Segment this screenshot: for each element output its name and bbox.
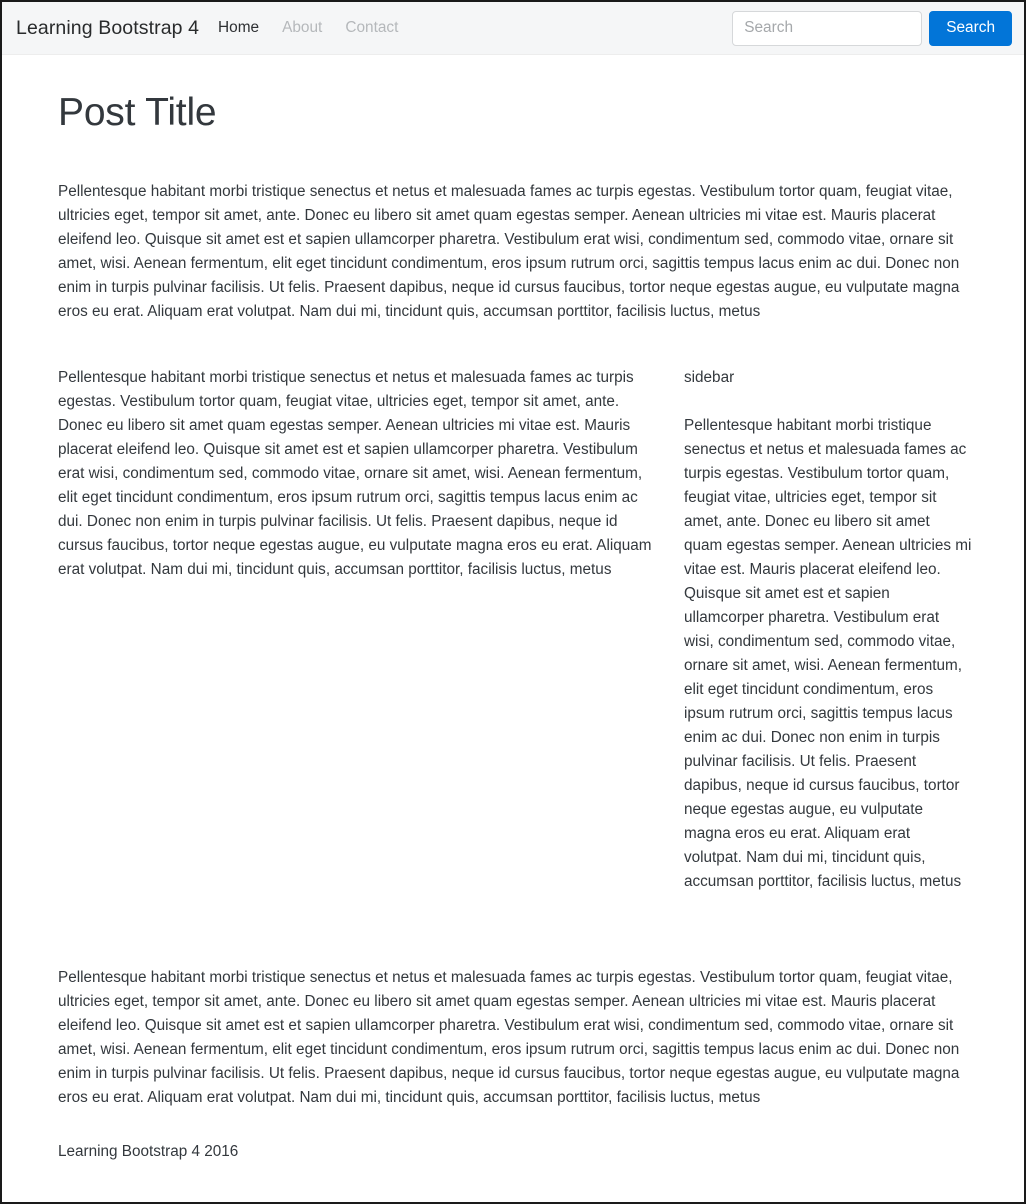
bottom-paragraph: Pellentesque habitant morbi tristique senectus et netus et malesuada fames ac turpis egestas. Vestibulum tortor quam, feugiat vitae, ultricies eget, tempor sit amet, ante. Donec eu libero sit amet quam egestas semper. Aenean ultricies mi vitae est. Mauris placerat eleifend leo. Quisque sit amet est et sapien ullamcorper pharetra. Vestibulum erat wisi, condimentum sed, commodo vitae, ornare sit amet, wisi. Aenean fermentum, elit eget tincidunt condimentum, eros ipsum rutrum orci, sagittis tempus lacus enim ac dui. Donec non enim in turpis pulvinar facilisis. Ut felis. Praesent dapibus, neque id cursus faucibus, tortor neque egestas augue, eu vulputate magna eros eu erat. Aliquam erat volutpat. Nam dui mi, tincidunt quis, accumsan porttitor, facilisis luctus, metus (58, 968, 960, 1106)
nav-link-contact[interactable]: Contact (345, 19, 399, 36)
sidebar-paragraph: Pellentesque habitant morbi tristique senectus et netus et malesuada fames ac turpis egestas. Vestibulum tortor quam, feugiat vitae, ultricies eget, tempor sit amet, ante. Donec eu libero sit amet quam egestas semper. Aenean ultricies mi vitae est. Mauris placerat eleifend leo. Quisque sit amet est et sapien ullamcorper pharetra. Vestibulum erat wisi, condimentum sed, commodo vitae, ornare sit amet, wisi. Aenean fermentum, elit eget tincidunt condimentum, eros ipsum rutrum orci, sagittis tempus lacus enim ac dui. Donec non enim in turpis pulvinar facilisis. Ut felis. Praesent dapibus, neque id cursus faucibus, tortor neque egestas augue, eu vulputate magna eros eu erat. Aliquam erat volutpat. Nam dui mi, tincidunt quis, accumsan porttitor, facilisis luctus, metus (684, 416, 972, 890)
page-footer (58, 1140, 968, 1164)
content-columns (58, 366, 972, 894)
lead-section (58, 180, 968, 324)
nav-link-about[interactable]: About (282, 19, 323, 36)
page-title: Post Title (58, 91, 217, 134)
search-button[interactable]: Search (929, 11, 1012, 46)
sidebar-column (684, 366, 972, 894)
search-form (732, 11, 1012, 46)
search-input[interactable] (732, 11, 922, 46)
bottom-section (58, 966, 968, 1110)
navbar (2, 2, 1024, 55)
lead-paragraph: Pellentesque habitant morbi tristique senectus et netus et malesuada fames ac turpis egestas. Vestibulum tortor quam, feugiat vitae, ultricies eget, tempor sit amet, ante. Donec eu libero sit amet quam egestas semper. Aenean ultricies mi vitae est. Mauris placerat eleifend leo. Quisque sit amet est et sapien ullamcorper pharetra. Vestibulum erat wisi, condimentum sed, commodo vitae, ornare sit amet, wisi. Aenean fermentum, elit eget tincidunt condimentum, eros ipsum rutrum orci, sagittis tempus lacus enim ac dui. Donec non enim in turpis pulvinar facilisis. Ut felis. Praesent dapibus, neque id cursus faucibus, tortor neque egestas augue, eu vulputate magna eros eu erat. Aliquam erat volutpat. Nam dui mi, tincidunt quis, accumsan porttitor, facilisis luctus, metus (58, 182, 960, 320)
navbar-brand[interactable]: Learning Bootstrap 4 (16, 16, 200, 39)
footer-text: Learning Bootstrap 4 2016 (58, 1142, 239, 1160)
main-column (58, 366, 658, 582)
navbar-links (218, 19, 732, 37)
main-column-paragraph: Pellentesque habitant morbi tristique senectus et netus et malesuada fames ac turpis egestas. Vestibulum tortor quam, feugiat vitae, ultricies eget, tempor sit amet, ante. Donec eu libero sit amet quam egestas semper. Aenean ultricies mi vitae est. Mauris placerat eleifend leo. Quisque sit amet est et sapien ullamcorper pharetra. Vestibulum erat wisi, condimentum sed, commodo vitae, ornare sit amet, wisi. Aenean fermentum, elit eget tincidunt condimentum, eros ipsum rutrum orci, sagittis tempus lacus enim ac dui. Donec non enim in turpis pulvinar facilisis. Ut felis. Praesent dapibus, neque id cursus faucibus, tortor neque egestas augue, eu vulputate magna eros eu erat. Aliquam erat volutpat. Nam dui mi, tincidunt quis, accumsan porttitor, facilisis luctus, metus (58, 368, 652, 578)
sidebar-label: sidebar (684, 368, 735, 386)
nav-link-home[interactable]: Home (218, 19, 260, 36)
page-content (2, 90, 1024, 1164)
